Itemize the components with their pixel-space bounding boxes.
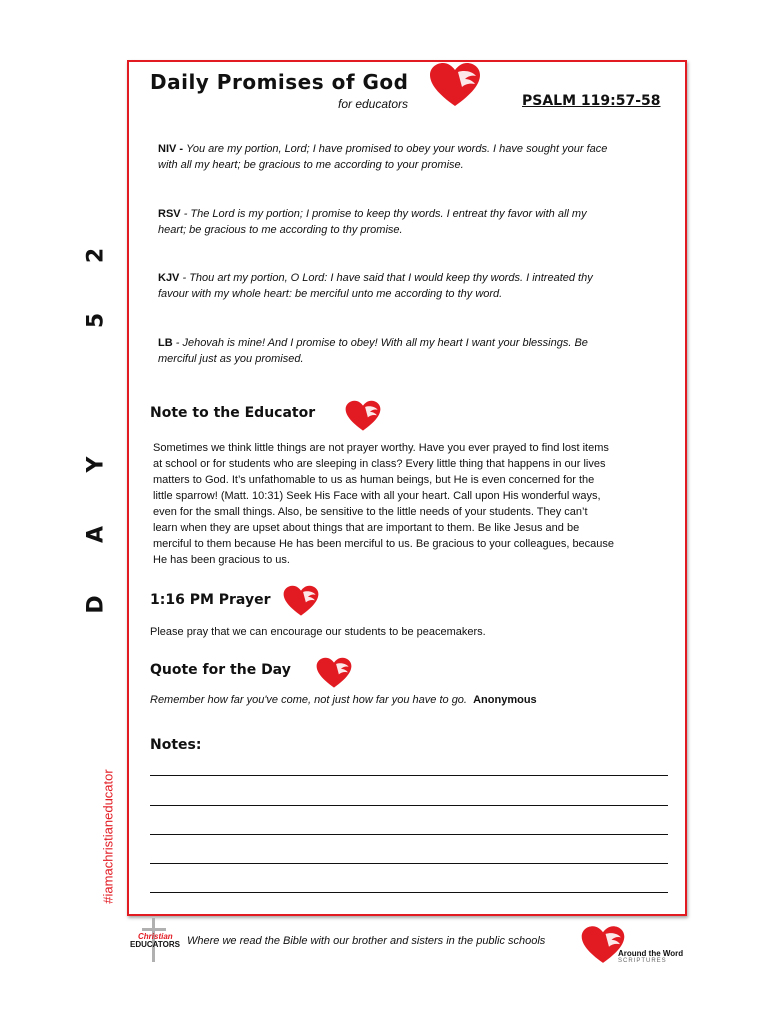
page-subtitle: for educators — [338, 97, 409, 111]
verse-version: KJV — [158, 272, 180, 284]
verse-kjv — [158, 270, 663, 302]
notes-line[interactable] — [150, 892, 668, 893]
side-letter: Y — [83, 456, 109, 473]
quote-heading: Quote for the Day — [150, 662, 291, 678]
verse-rsv — [158, 206, 663, 238]
scripture-reference: PSALM 119:57-58 — [522, 93, 661, 109]
note-line: matters to God. It’s unfathomable to us as human beings, but He is even concerned for the — [153, 474, 595, 486]
side-letter: 2 — [83, 247, 109, 264]
prayer-heading: 1:16 PM Prayer — [150, 592, 271, 608]
notes-line[interactable] — [150, 863, 668, 864]
note-line: learn when they are upset about things that are important to them. Be like Jesus and be — [153, 522, 580, 534]
verse-text: heart; be gracious to me according to thy promise. — [158, 224, 403, 236]
verse-version: NIV - — [158, 143, 184, 155]
verse-version: LB — [158, 337, 173, 349]
heart-icon — [428, 62, 482, 108]
note-line: even for the small things. Also, be sensitive to the little needs of your students. They can’t — [153, 506, 588, 518]
quote-body — [150, 692, 537, 708]
note-line: Sometimes we think little things are not prayer worthy. Have you ever prayed to find lost items — [153, 442, 609, 454]
hashtag: #iamachristianeducator — [100, 769, 116, 904]
notes-line[interactable] — [150, 775, 668, 776]
logo-text: SCRIPTURES — [618, 958, 667, 964]
logo-text: Christian — [138, 932, 173, 941]
heart-icon — [282, 585, 320, 617]
quote-text: Remember how far you've come, not just how far you have to go. — [150, 694, 467, 706]
note-line: little sparrow! (Matt. 10:31) Seek His Face with all your heart. Call upon His wonderful ways, — [153, 490, 601, 502]
side-letter: D — [83, 595, 109, 614]
verse-text: with all my heart; be gracious to me according to your promise. — [158, 159, 464, 171]
verse-text: - Jehovah is mine! And I promise to obey! With all my heart I want your blessings. Be — [175, 337, 588, 349]
heart-icon — [344, 400, 382, 432]
verse-lb — [158, 335, 663, 367]
note-line: He has been gracious to us. — [153, 554, 290, 566]
side-letter: 5 — [83, 312, 109, 329]
around-the-word-logo — [580, 925, 684, 970]
christian-educators-logo — [130, 918, 178, 962]
verse-text: merciful just as you promised. — [158, 353, 304, 365]
note-body — [153, 440, 668, 568]
side-letter: A — [83, 525, 109, 544]
heart-icon — [315, 657, 353, 689]
verse-niv — [158, 141, 663, 173]
prayer-text: Please pray that we can encourage our students to be peacemakers. — [150, 626, 486, 638]
verse-version: RSV — [158, 208, 181, 220]
verse-text: You are my portion, Lord; I have promised to obey your words. I have sought your face — [186, 143, 608, 155]
note-line: merciful to them because He has been merciful to us. Be gracious to your colleagues, because — [153, 538, 615, 550]
quote-author: Anonymous — [473, 694, 537, 706]
logo-text: Around the Word — [618, 949, 684, 958]
footer-tagline: Where we read the Bible with our brother and sisters in the public schools — [187, 935, 546, 947]
logo-text: EDUCATORS — [130, 940, 180, 949]
note-line: at school or for students who are sleeping in class? Every little thing that happens in our lives — [153, 458, 606, 470]
notes-line[interactable] — [150, 834, 668, 835]
page-title: Daily Promises of God — [150, 70, 409, 94]
verse-text: - Thou art my portion, O Lord: I have said that I would keep thy words. I intreated thy — [182, 272, 593, 284]
verse-text: - The Lord is my portion; I promise to keep thy words. I entreat thy favor with all my — [183, 208, 587, 220]
notes-heading: Notes: — [150, 737, 202, 753]
note-heading: Note to the Educator — [150, 405, 316, 421]
verse-text: favour with my whole heart: be merciful unto me according to thy word. — [158, 288, 503, 300]
notes-line[interactable] — [150, 805, 668, 806]
